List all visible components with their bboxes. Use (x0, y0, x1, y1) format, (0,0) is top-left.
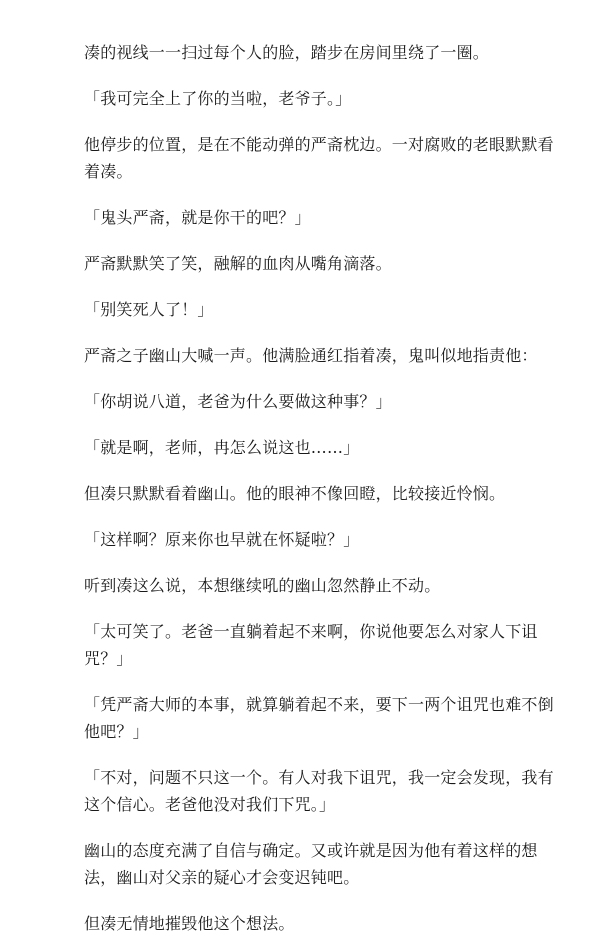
dialogue-line: 「鬼头严斋，就是你干的吧？」 (84, 208, 311, 227)
paragraph: 但凑无情地摧毁他这个想法。 (84, 914, 295, 933)
paragraph: 凑的视线一一扫过每个人的脸，踏步在房间里绕了一圈。 (84, 43, 490, 62)
paragraph: 严斋默默笑了笑，融解的血肉从嘴角滴落。 (84, 254, 392, 273)
dialogue-line: 「你胡说八道，老爸为什么要做这种事？」 (84, 392, 392, 411)
paragraph: 严斋之子幽山大喊一声。他满脸通红指着凑，鬼叫似地指责他： (84, 346, 538, 365)
dialogue-line: 「这样啊？原来你也早就在怀疑啦？」 (84, 530, 360, 549)
dialogue-line: 「我可完全上了你的当啦，老爷子。」 (84, 89, 352, 108)
dialogue-line: 「别笑死人了！」 (84, 300, 214, 319)
paragraph: 他停步的位置，是在不能动弹的严斋枕边。一对腐败的老眼默默看着凑。 (84, 135, 554, 181)
dialogue-line: 「凭严斋大师的本事，就算躺着起不来，要下一两个诅咒也难不倒他吧？」 (84, 695, 554, 741)
paragraph: 幽山的态度充满了自信与确定。又或许就是因为他有着这样的想法，幽山对父亲的疑心才会变迟钝吧。 (84, 841, 538, 887)
dialogue-line: 「就是啊，老师，冉怎么说这也……」 (84, 438, 360, 457)
paragraph: 听到凑这么说，本想继续吼的幽山忽然静止不动。 (84, 576, 441, 595)
dialogue-line: 「不对，问题不只这一个。有人对我下诅咒，我一定会发现，我有这个信心。老爸他没对我们下咒。」 (84, 768, 554, 814)
dialogue-line: 「太可笑了。老爸一直躺着起不来啊，你说他要怎么对家人下诅咒？」 (84, 622, 538, 668)
paragraph: 但凑只默默看着幽山。他的眼神不像回瞪，比较接近怜悯。 (84, 484, 506, 503)
